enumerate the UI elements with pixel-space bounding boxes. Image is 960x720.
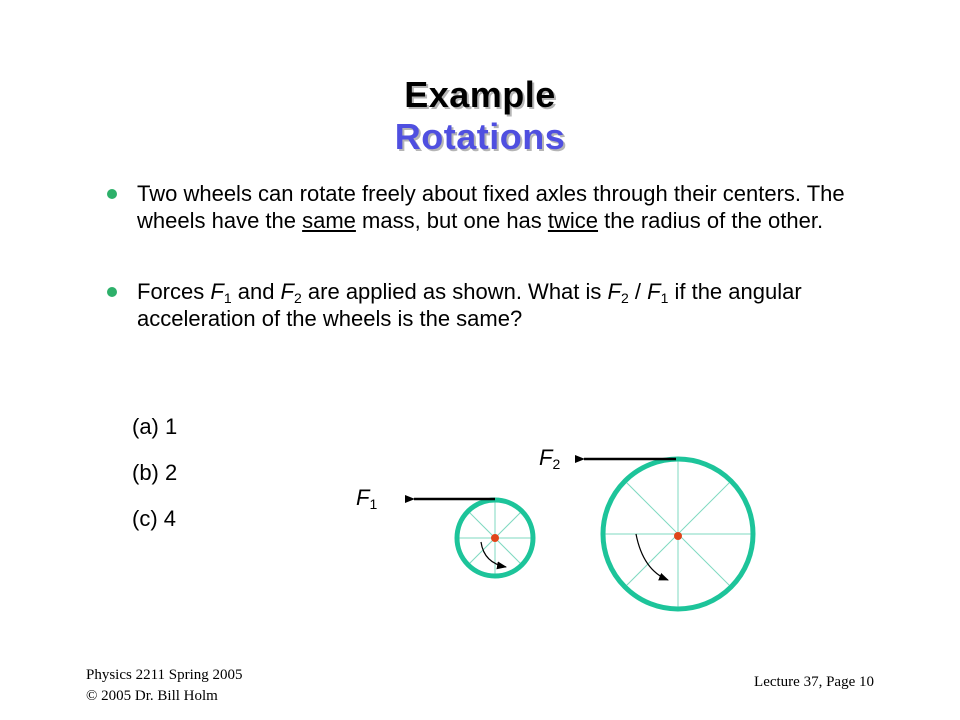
footer-page-number: Lecture 37, Page 10	[754, 674, 874, 690]
small-wheel	[457, 500, 533, 576]
footer-copyright: © 2005 Dr. Bill Holm	[86, 688, 218, 704]
emphasis-twice: twice	[547, 208, 599, 233]
answer-choice-c[interactable]: (c) 4	[132, 506, 176, 531]
small-axle-dot	[491, 534, 499, 542]
answer-choice-b[interactable]: (b) 2	[132, 460, 178, 485]
slide-subtitle: Rotations	[394, 116, 566, 157]
answer-choice-a[interactable]: (a) 1	[132, 414, 178, 439]
large-rotation-arrow-icon	[636, 534, 668, 580]
large-axle-dot	[674, 532, 682, 540]
emphasis-same: same	[302, 208, 356, 233]
large-wheel	[603, 459, 753, 609]
footer-course: Physics 2211 Spring 2005	[86, 667, 243, 683]
force-label-f2: $F_2$	[539, 445, 561, 472]
bullet-wheels-description: Two wheels can rotate freely about fixed axles through their centers. The wheels have the same mass, but one has twice the radius of the other.	[137, 180, 877, 234]
slide-title: Example	[404, 74, 556, 115]
bullet-question: Forces $F_1$ and $F_2$ are applied as shown. What is $F_2 / F_1$ if the angular acceleration of the wheels is the same?	[137, 278, 877, 332]
force-label-f1: $F_1$	[356, 485, 378, 512]
